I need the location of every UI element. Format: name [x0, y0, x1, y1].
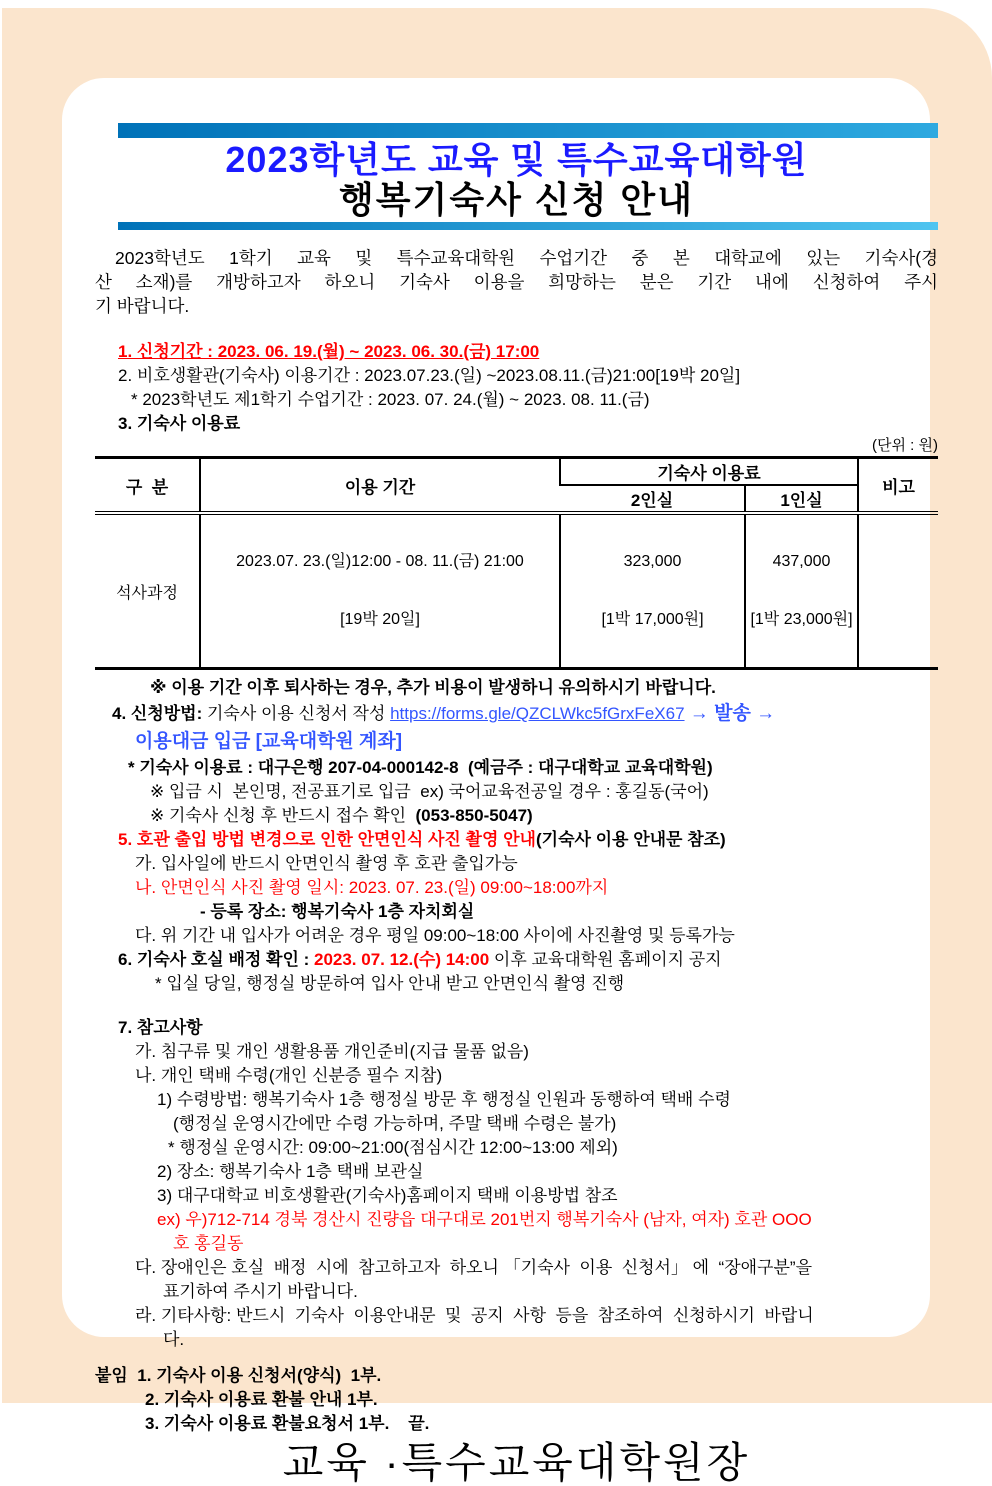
- fee-table-cell-double-room: [560, 513, 745, 669]
- item-7-na: 나. 개인 택배 수령(개인 신분증 필수 지참): [135, 1066, 443, 1085]
- document-card: [62, 78, 938, 1486]
- fee-table-header-category: 구 분: [95, 458, 200, 514]
- item-5-ga: 가. 입사일에 반드시 안면인식 촬영 후 호관 출입가능: [135, 854, 518, 873]
- period-dates: 2023.07. 23.(일)12:00 - 08. 11.(금) 21:00: [236, 553, 524, 570]
- attachment-1: 붙임 1. 기숙사 이용 신청서(양식) 1부.: [95, 1366, 382, 1385]
- title-bottom-bar: [118, 222, 938, 230]
- body-lines-top: [95, 340, 938, 436]
- item-7-na-3-ex1: ex) 우)712-714 경북 경산시 진량읍 대구대로 201번지 행복기숙사 (남자, 여자) 호관 OOO: [157, 1210, 812, 1229]
- fee-table-header-double-room: 2인실: [560, 485, 745, 513]
- item-7-na-1b: (행정실 운영시간에만 수령 가능하며, 주말 택배 수령은 불가): [173, 1114, 617, 1133]
- fee-table: [95, 456, 938, 670]
- item-7-na-2: 2) 장소: 행복기숙사 1층 택배 보관실: [157, 1162, 424, 1181]
- intro-paragraph: [95, 246, 938, 318]
- item-7-na-3: 3) 대구대학교 비호생활관(기숙사)홈페이지 택배 이용방법 참조: [157, 1186, 618, 1205]
- item-4-bank-account: * 기숙사 이용료 : 대구은행 207-04-000142-8 (예금주 : 대구대학교 교육대학원): [128, 758, 713, 777]
- item-7-da: 다. 장애인은 호실 배정 시에 참고하고자 하오니 「기숙사 이용 신청서」 에 “장애구분”을: [135, 1258, 812, 1277]
- application-form-link[interactable]: https://forms.gle/QZCLWkc5fGrxFeX67: [390, 704, 685, 723]
- attachment-3: 3. 기숙사 이용료 환불요청서 1부. 끝.: [145, 1414, 430, 1433]
- item-5-face-recognition: 5. 호관 출입 방법 변경으로 인한 안면인식 사진 촬영 안내(기숙사 이용 안내문 참조): [118, 830, 726, 849]
- item-7-ga: 가. 침구류 및 개인 생활용품 개인준비(지급 물품 없음): [135, 1042, 529, 1061]
- fee-table-header-single-room: 1인실: [745, 485, 858, 513]
- item-5-na: 나. 안면인식 사진 촬영 일시: 2023. 07. 23.(일) 09:00~18:00까지: [135, 878, 609, 897]
- item-6-checkin-note: * 입실 당일, 행정실 방문하여 입사 안내 받고 안면인식 촬영 진행: [155, 974, 625, 993]
- fee-table-row: [95, 513, 938, 669]
- attachment-2: 2. 기숙사 이용료 환불 안내 1부.: [145, 1390, 378, 1409]
- intro-line: 산 소재)를 개방하고자 하오니 기숙사 이용을 희망하는 분은 기간 내에 신청하여 주시: [95, 272, 938, 292]
- fee-table-header-period: 이용 기간: [200, 458, 560, 514]
- item-7-ra-2: 다.: [163, 1330, 185, 1349]
- fee-table-header-fee-group: 기숙사 이용료: [560, 458, 858, 486]
- item-2-dorm-period: 2. 비호생활관(기숙사) 이용기간 : 2023.07.23.(일) ~2023.08.11.(금)21:00[19박 20일]: [118, 366, 741, 385]
- item-5-da: 다. 위 기간 내 입사가 어려운 경우 평일 09:00~18:00 사이에 사진촬영 및 등록가능: [135, 926, 735, 945]
- item-2-semester-note: * 2023학년도 제1학기 수업기간 : 2023. 07. 24.(월) ~ 2023. 08. 11.(금): [131, 390, 650, 409]
- fee-table-cell-note: [858, 513, 938, 669]
- closing-signature: 교육 ·특수교육대학원장: [282, 1439, 751, 1486]
- intro-line: 기 바랍니다.: [95, 296, 190, 316]
- item-7-na-1c: * 행정실 운영시간: 09:00~21:00(점심시간 12:00~13:00 제외): [168, 1138, 618, 1157]
- double-room-per-night: [1박 17,000원]: [601, 611, 704, 628]
- item-3-fee-heading: 3. 기숙사 이용료: [118, 414, 241, 433]
- doc-title-line1: 2023학년도 교육 및 특수교육대학원: [225, 139, 808, 180]
- period-nights: [19박 20일]: [340, 611, 420, 628]
- item-4-payment: 이용대금 입금 [교육대학원 계좌]: [135, 731, 403, 752]
- unit-note: (단위 : 원): [872, 437, 938, 454]
- fee-table-header-note: 비고: [858, 458, 938, 514]
- fee-warning-note: ※ 이용 기간 이후 퇴사하는 경우, 추가 비용이 발생하니 유의하시기 바랍니다.: [150, 678, 716, 697]
- item-7-ra: 라. 기타사항: 반드시 기숙사 이용안내문 및 공지 사항 등을 참조하여 신청하시기 바랍니: [135, 1306, 814, 1325]
- item-4-confirm-note: ※ 기숙사 신청 후 반드시 접수 확인 (053-850-5047): [150, 806, 533, 825]
- doc-title-line2: 행복기숙사 신청 안내: [339, 179, 694, 220]
- title-top-bar: [118, 123, 938, 138]
- fee-table-cell-period: [200, 513, 560, 669]
- fee-table-cell-category: 석사과정: [116, 584, 178, 602]
- item-7-da-2: 표기하여 주시기 바랍니다.: [163, 1282, 358, 1301]
- item-6-room-assignment: 6. 기숙사 호실 배정 확인 : 2023. 07. 12.(수) 14:00 이후 교육대학원 홈페이지 공지: [118, 950, 722, 969]
- item-5-register-place: - 등록 장소: 행복기숙사 1층 자치회실: [200, 902, 475, 921]
- item-7-heading: 7. 참고사항: [118, 1018, 203, 1037]
- document-content: [95, 78, 938, 1486]
- single-room-per-night: [1박 23,000원]: [750, 611, 853, 628]
- intro-line: 2023학년도 1학기 교육 및 특수교육대학원 수업기간 중 본 대학교에 있는 기숙사(경: [115, 248, 938, 268]
- item-1-application-period: 1. 신청기간 : 2023. 06. 19.(월) ~ 2023. 06. 30.(금) 17:00: [118, 342, 540, 361]
- item-4-deposit-note: ※ 입금 시 본인명, 전공표기로 입금 ex) 국어교육전공일 경우 : 홍길동(국어): [150, 782, 709, 801]
- item-7-na-3-ex2: 호 홍길동: [173, 1234, 244, 1253]
- single-room-price: 437,000: [772, 553, 831, 570]
- item-4-how-to-apply: 4. 신청방법: 기숙사 이용 신청서 작성 https://forms.gle/QZCLWkc5fGrxFeX67 → 발송 →: [112, 703, 776, 724]
- fee-table-cell-single-room: [745, 513, 858, 669]
- double-room-price: 323,000: [623, 553, 682, 570]
- body-lines-bottom: [95, 676, 938, 1436]
- item-7-na-1: 1) 수령방법: 행복기숙사 1층 행정실 방문 후 행정실 인원과 동행하여 택배 수령: [157, 1090, 731, 1109]
